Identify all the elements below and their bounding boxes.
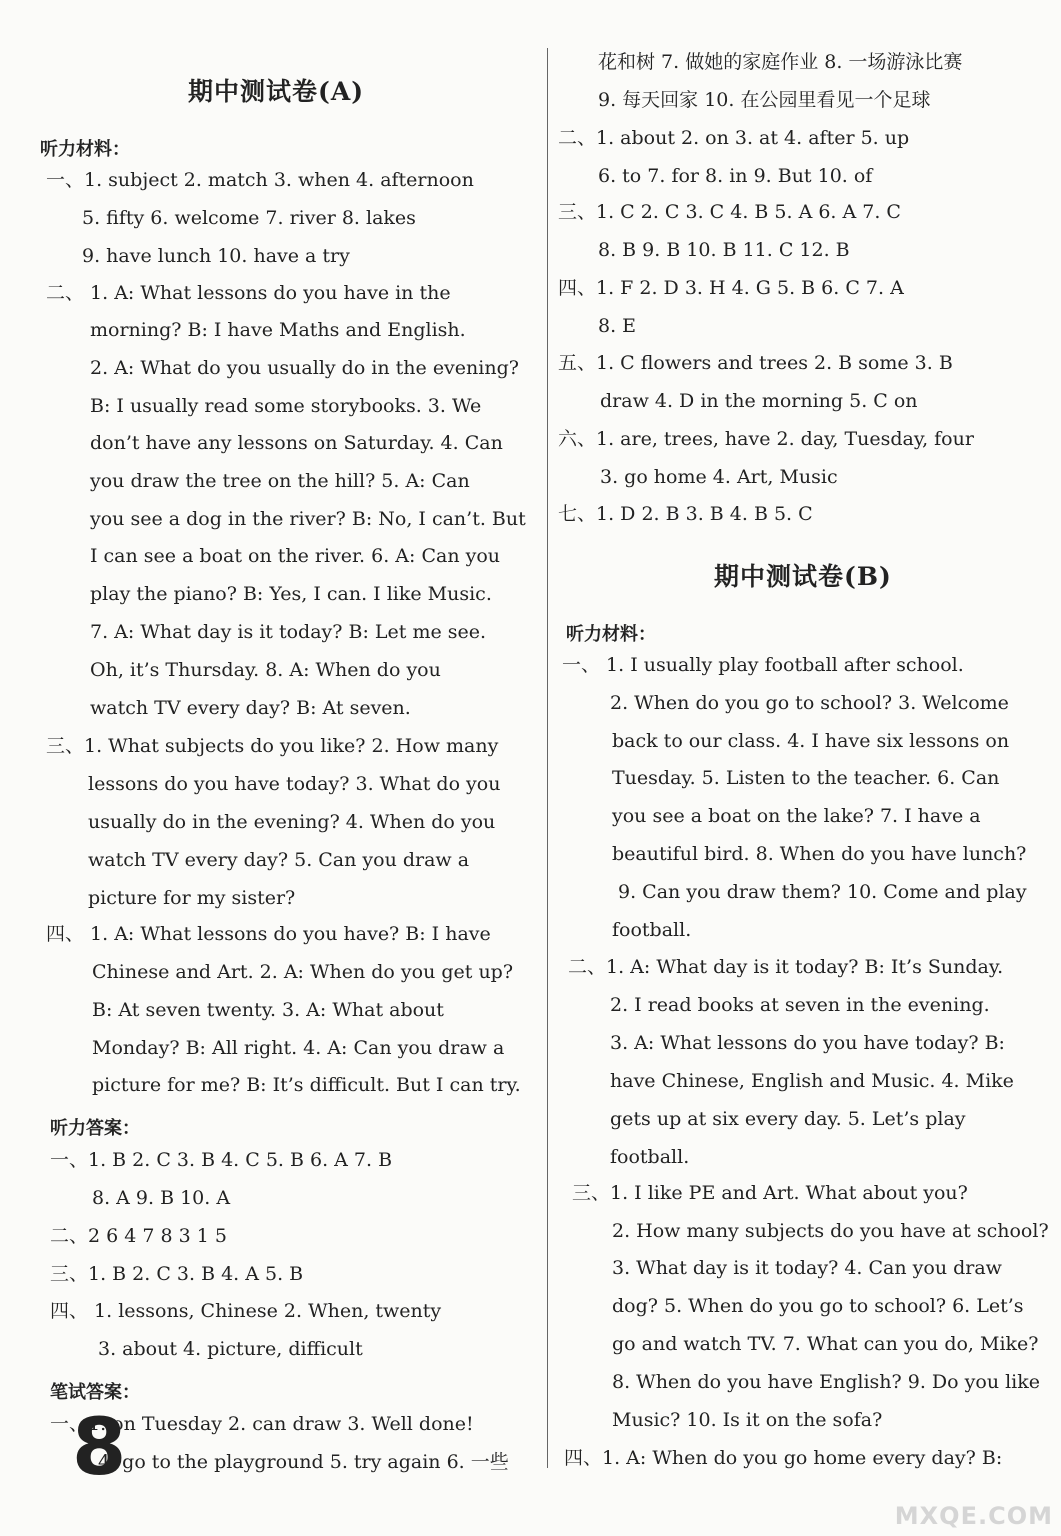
text-line: you see a boat on the lake? 7. I have a — [612, 805, 981, 827]
text-line: 四、 1. A: What lessons do you have? B: I have — [46, 923, 491, 945]
text-line: 3. A: What lessons do you have today? B: — [610, 1032, 1005, 1054]
text-line: Oh, it’s Thursday. 8. A: When do you — [90, 659, 441, 681]
text-line: 9. Can you draw them? 10. Come and play — [618, 881, 1027, 903]
text-line: 3. What day is it today? 4. Can you draw — [612, 1257, 1002, 1279]
text-line: 2. When do you go to school? 3. Welcome — [610, 692, 1009, 714]
text-line: B: I usually read some storybooks. 3. We — [90, 395, 482, 417]
text-line: you draw the tree on the hill? 5. A: Can — [90, 470, 470, 492]
text-line: 2. A: What do you usually do in the evening? — [90, 357, 519, 379]
text-line: back to our class. 4. I have six lessons on — [612, 730, 1010, 752]
written-answers-label: 笔试答案： — [50, 1382, 140, 1403]
text-line: 一、1. subject 2. match 3. when 4. afternoon — [46, 169, 474, 191]
text-line: Music? 10. Is it on the sofa? — [612, 1409, 883, 1431]
text-line: picture for my sister? — [88, 887, 296, 909]
text-line: Monday? B: All right. 4. A: Can you draw a — [92, 1037, 505, 1059]
text-line: 8. B 9. B 10. B 11. C 12. B — [598, 239, 850, 261]
listening-material-label: 听力材料： — [40, 139, 130, 160]
exam-a-title: 期中测试卷(A) — [188, 77, 365, 106]
text-line: morning? B: I have Maths and English. — [90, 319, 466, 341]
text-line: 一、1. B 2. C 3. B 4. C 5. B 6. A 7. B — [50, 1149, 393, 1171]
text-line: 二、2 6 4 7 8 3 1 5 — [50, 1225, 227, 1247]
text-line: 五、1. C flowers and trees 2. B some 3. B — [558, 352, 953, 374]
text-line: Chinese and Art. 2. A: When do you get up? — [92, 961, 514, 983]
text-line: football. — [610, 1146, 690, 1168]
page-number: 8 — [72, 1403, 127, 1493]
text-line: 六、1. are, trees, have 2. day, Tuesday, four — [558, 428, 974, 450]
watermark-logo: MXQE.COM — [894, 1502, 1053, 1530]
text-line: football. — [612, 919, 692, 941]
text-line: 5. fifty 6. welcome 7. river 8. lakes — [82, 207, 416, 229]
text-line: 7. A: What day is it today? B: Let me see. — [90, 621, 487, 643]
text-line: watch TV every day? B: At seven. — [90, 697, 411, 719]
text-line: 8. E — [598, 315, 637, 337]
text-line: picture for me? B: It’s difficult. But I can try. — [92, 1074, 521, 1096]
text-line: B: At seven twenty. 3. A: What about — [92, 999, 444, 1021]
text-line: 4. go to the playground 5. try again 6. 一些 — [98, 1451, 509, 1473]
text-line: 四、1. F 2. D 3. H 4. G 5. B 6. C 7. A — [558, 277, 904, 299]
text-line: 3. go home 4. Art, Music — [600, 466, 838, 488]
text-line: 三、1. I like PE and Art. What about you? — [572, 1182, 968, 1204]
text-line: 8. A 9. B 10. A — [92, 1187, 231, 1209]
text-line: 2. I read books at seven in the evening. — [610, 994, 990, 1016]
text-line: watch TV every day? 5. Can you draw a — [88, 849, 470, 871]
text-line: you see a dog in the river? B: No, I can’t. But — [90, 508, 526, 530]
text-line: 二、1. A: What day is it today? B: It’s Sunday. — [568, 956, 1004, 978]
text-line: go and watch TV. 7. What can you do, Mike? — [612, 1333, 1039, 1355]
text-line: 二、1. about 2. on 3. at 4. after 5. up — [558, 127, 910, 149]
text-line: 四、 1. lessons, Chinese 2. When, twenty — [50, 1300, 442, 1322]
text-line: 二、 1. A: What lessons do you have in the — [46, 282, 451, 304]
text-line: 8. When do you have English? 9. Do you like — [612, 1371, 1041, 1393]
text-line: beautiful bird. 8. When do you have lunch? — [612, 843, 1027, 865]
text-line: 2. How many subjects do you have at school? — [612, 1220, 1049, 1242]
text-line: don’t have any lessons on Saturday. 4. Can — [90, 432, 503, 454]
text-line: draw 4. D in the morning 5. C on — [600, 390, 918, 412]
text-line: 9. have lunch 10. have a try — [82, 245, 350, 267]
listening-material-label-b: 听力材料： — [566, 624, 656, 645]
text-line: dog? 5. When do you go to school? 6. Let’s — [612, 1295, 1024, 1317]
column-divider — [547, 48, 548, 1468]
text-line: gets up at six every day. 5. Let’s play — [610, 1108, 966, 1130]
text-line: I can see a boat on the river. 6. A: Can you — [90, 545, 501, 567]
text-line: 6. to 7. for 8. in 9. But 10. of — [598, 165, 873, 187]
text-line: 花和树 7. 做她的家庭作业 8. 一场游泳比赛 — [598, 51, 963, 73]
text-line: 3. about 4. picture, difficult — [98, 1338, 363, 1360]
text-line: 9. 每天回家 10. 在公园里看见一个足球 — [598, 89, 931, 111]
text-line: 四、1. A: When do you go home every day? B: — [564, 1447, 1003, 1469]
text-line: 三、1. B 2. C 3. B 4. A 5. B — [50, 1263, 304, 1285]
text-line: Tuesday. 5. Listen to the teacher. 6. Can — [612, 767, 1000, 789]
text-line: lessons do you have today? 3. What do you — [88, 773, 501, 795]
text-line: have Chinese, English and Music. 4. Mike — [610, 1070, 1014, 1092]
text-line: usually do in the evening? 4. When do you — [88, 811, 496, 833]
text-line: 一、 1. I usually play football after school. — [562, 654, 964, 676]
exam-b-title: 期中测试卷(B) — [714, 562, 892, 591]
text-line: 三、1. What subjects do you like? 2. How many — [46, 735, 499, 757]
text-line: 七、1. D 2. B 3. B 4. B 5. C — [558, 503, 813, 525]
text-line: 一、1. on Tuesday 2. can draw 3. Well done! — [50, 1413, 474, 1435]
text-line: 三、1. C 2. C 3. C 4. B 5. A 6. A 7. C — [558, 201, 901, 223]
text-line: play the piano? B: Yes, I can. I like Music. — [90, 583, 492, 605]
listening-answers-label: 听力答案： — [50, 1118, 140, 1139]
